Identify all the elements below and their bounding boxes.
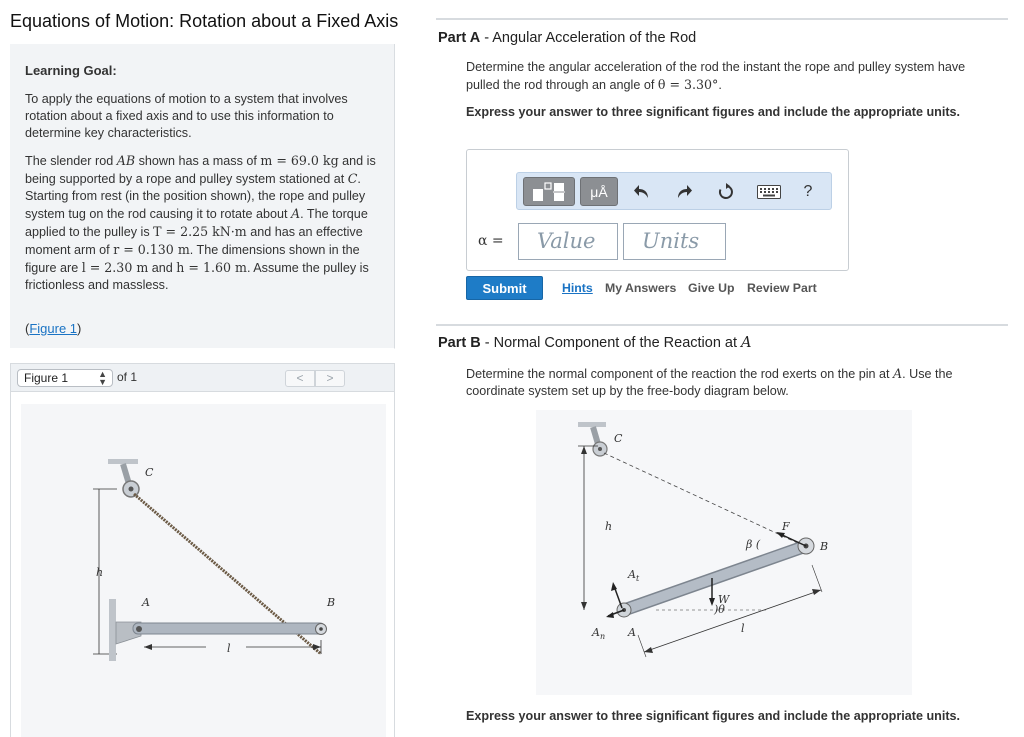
fbd-label-a: A: [628, 626, 636, 639]
figure-prev-button[interactable]: <: [285, 370, 315, 387]
fbd-label-beta: β (: [746, 538, 761, 551]
label-l: l: [227, 642, 231, 655]
keyboard-button[interactable]: [754, 177, 784, 206]
templates-icon: [529, 181, 569, 203]
select-arrows-icon: ▲ ▼: [98, 369, 107, 387]
rod-name: AB: [116, 153, 136, 168]
figure-viewer: [10, 363, 395, 737]
fbd-bracket: [593, 427, 598, 444]
my-answers-link[interactable]: My Answers: [605, 281, 677, 295]
fbd-l-arrow-left: [644, 647, 653, 653]
part-a-instruction: Express your answer to three significant figures and include the appropriate units.: [466, 105, 961, 119]
undo-button[interactable]: [630, 177, 654, 206]
fbd-l-ext-left: [638, 635, 646, 657]
part-b-instruction: Express your answer to three significant figures and include the appropriate units.: [466, 709, 961, 723]
label-h: h: [96, 566, 104, 579]
part-a-divider: [436, 18, 1008, 20]
units-button[interactable]: μÅ: [580, 177, 618, 206]
figure-next-button[interactable]: >: [315, 370, 345, 387]
fbd-l-arrow-right: [812, 589, 821, 595]
hints-link[interactable]: Hints: [562, 281, 593, 295]
fbd-label-b: B: [820, 540, 829, 553]
problem-statement: The slender rod AB shown has a mass of m = 69.0 kg and is being supported by a rope and pulley system stationed at C. Starting from rest (in the position shown), the rope and pulley system tug on the rod causing it to rotate about A. The torque applied to the pulley is T = 2.25 kN·m and has an effective moment arm of r = 0.130 m. The dimensions shown in the figure are l = 2.30 m and h = 1.60 m. Assume the pulley is frictionless and massless.: [25, 153, 376, 292]
pulley-point: C: [347, 171, 358, 186]
fbd-label-h: h: [605, 520, 613, 533]
torque-value: T = 2.25 kN·m: [153, 224, 247, 239]
fbd-label-c: C: [614, 432, 623, 445]
moment-arm-value: r = 0.130 m: [113, 242, 190, 257]
label-c: C: [145, 466, 154, 479]
alpha-label: α =: [478, 233, 504, 249]
figure-count: of 1: [117, 370, 138, 384]
label-b: B: [327, 596, 336, 609]
part-b-title: Part B - Normal Component of the Reaction at A: [438, 335, 752, 351]
pin-point: A: [893, 366, 903, 381]
pivot-point: A: [291, 206, 301, 221]
templates-button[interactable]: [523, 177, 575, 206]
part-b-divider: [436, 324, 1008, 326]
units-input[interactable]: Units: [623, 223, 726, 260]
fbd-h-arrow-bottom: [581, 602, 587, 610]
free-body-diagram: [536, 410, 912, 695]
reset-icon: [717, 183, 735, 201]
pulley-hub: [129, 487, 134, 492]
fbd-label-an: $A_n$: [592, 626, 606, 641]
answer-box: [466, 149, 849, 271]
learning-goal-text: To apply the equations of motion to a system that involves rotation about a fixed axis and to use this information to determine key characteristics.: [25, 92, 348, 140]
fbd-ceiling-mount: [578, 422, 606, 427]
end-b-hub: [319, 627, 323, 631]
figure-link-wrapper: (Figure 1): [25, 321, 82, 336]
learning-goal-panel: [10, 44, 395, 349]
math-toolbar: [516, 172, 832, 210]
fbd-label-theta: )θ: [714, 603, 725, 616]
figure-toolbar: [11, 364, 394, 392]
fbd-label-at: $A_t$: [628, 568, 640, 583]
fbd-pulley-hub: [598, 447, 602, 451]
angle-value: θ = 3.30°: [657, 77, 719, 92]
height-value: h = 1.60 m: [176, 260, 247, 275]
wall-mount: [109, 599, 116, 661]
page-title: Equations of Motion: Rotation about a Fixed Axis: [10, 11, 399, 31]
submit-button[interactable]: Submit: [466, 276, 543, 300]
rod-ab: [133, 623, 325, 634]
give-up-link[interactable]: Give Up: [688, 281, 735, 295]
fbd-h-arrow-top: [581, 446, 587, 454]
review-part-link[interactable]: Review Part: [747, 281, 817, 295]
fbd-label-l: l: [741, 622, 745, 635]
length-arrow-left: [144, 644, 152, 650]
fbd-l-ext-right: [812, 565, 822, 592]
fbd-rod-fill: [624, 546, 806, 610]
fbd-label-f: F: [782, 520, 790, 533]
reset-button[interactable]: [714, 177, 738, 206]
part-a-prompt: Determine the angular acceleration of the rod the instant the rope and pulley system have pulled the rod through an angle of θ = 3.30°.: [466, 60, 966, 92]
part-b-prompt: Determine the normal component of the reaction the rod exerts on the pin at A. Use the coordinate system set up by the free-body diagram below.: [466, 366, 953, 398]
pin-a: [136, 626, 142, 632]
problem-column: [0, 0, 410, 737]
figure-select[interactable]: Figure 1 ▲ ▼: [17, 369, 113, 387]
fbd-figure: [536, 410, 912, 695]
value-input[interactable]: Value: [518, 223, 618, 260]
part-a-title: Part A - Angular Acceleration of the Rod: [438, 30, 697, 46]
fbd-label-w: W: [718, 593, 730, 606]
fbd-force-an-arrowhead: [606, 612, 614, 618]
undo-icon: [633, 184, 651, 200]
parts-column: [436, 0, 1024, 737]
ceiling-mount: [108, 459, 138, 464]
learning-goal-heading: Learning Goal:: [25, 63, 117, 78]
figure-1-image: [21, 404, 386, 737]
mass-value: m = 69.0 kg: [260, 153, 339, 168]
length-arrow-right: [313, 644, 321, 650]
rod-pulley-figure: [21, 404, 386, 737]
redo-icon: [675, 184, 693, 200]
label-a: A: [142, 596, 150, 609]
length-value: l = 2.30 m: [81, 260, 149, 275]
fbd-rope-line: [604, 453, 804, 546]
redo-button[interactable]: [672, 177, 696, 206]
help-button[interactable]: ?: [803, 182, 813, 200]
figure-link[interactable]: Figure 1: [29, 321, 78, 336]
keyboard-icon: [757, 185, 781, 199]
